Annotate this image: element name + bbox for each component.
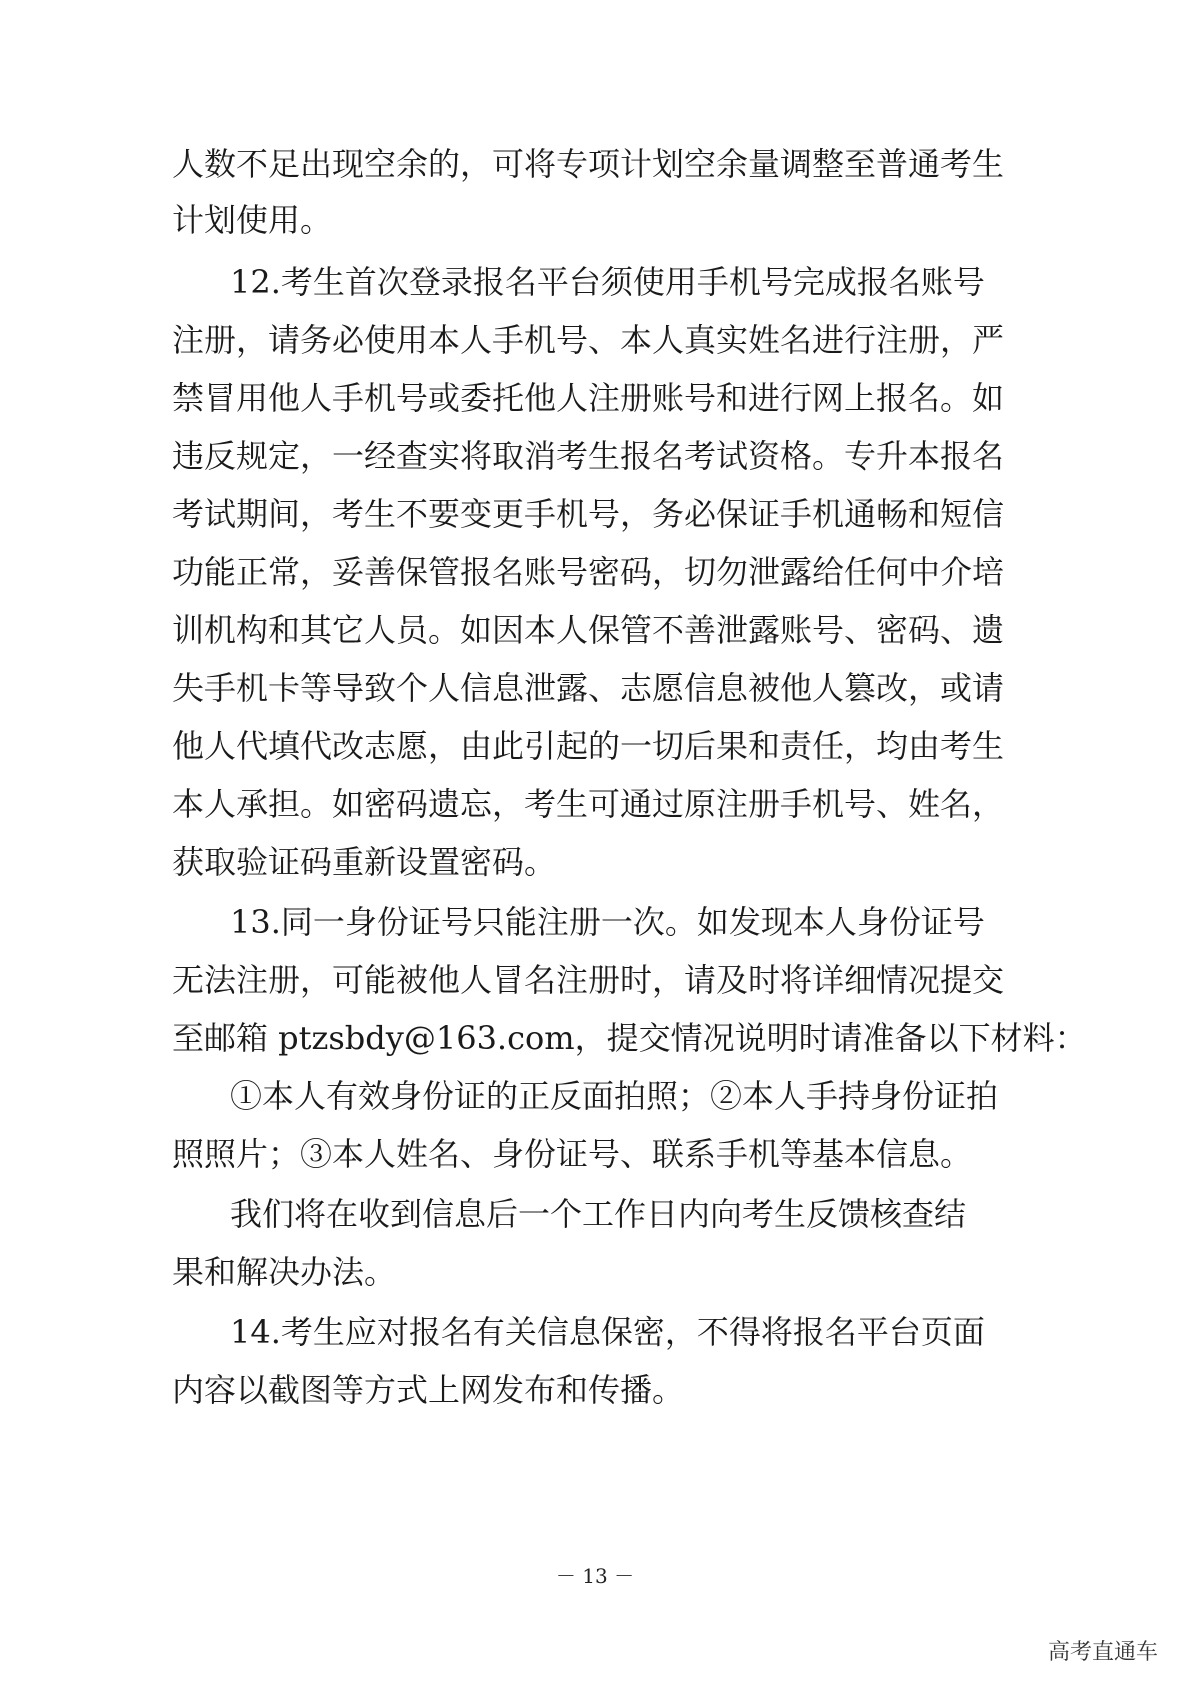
text-line: 违反规定，一经查实将取消考生报名考试资格。专升本报名: [172, 437, 1005, 475]
text-line: 果和解决办法。: [172, 1253, 397, 1291]
text-line: 计划使用。: [172, 201, 333, 239]
text-line: 内容以截图等方式上网发布和传播。: [172, 1371, 685, 1409]
materials-line: 照照片；③本人姓名、身份证号、联系手机等基本信息。: [172, 1135, 973, 1173]
text-line: 无法注册，可能被他人冒名注册时，请及时将详细情况提交: [172, 961, 1005, 999]
text-line: 禁冒用他人手机号或委托他人注册账号和进行网上报名。如: [172, 379, 1005, 417]
text-line: 他人代填代改志愿，由此引起的一切后果和责任，均由考生: [172, 727, 1005, 765]
text-line: 我们将在收到信息后一个工作日内向考生反馈核查结: [230, 1195, 967, 1233]
page-number: － 13 －: [555, 1564, 635, 1588]
text-line: 人数不足出现空余的，可将专项计划空余量调整至普通考生: [172, 145, 1005, 183]
materials-line: ①本人有效身份证的正反面拍照；②本人手持身份证拍: [230, 1077, 999, 1115]
text-line: 本人承担。如密码遗忘，考生可通过原注册手机号、姓名，: [172, 785, 1005, 823]
paragraph-14-start: 14.考生应对报名有关信息保密，不得将报名平台页面: [230, 1313, 985, 1351]
paragraph-12-start: 12.考生首次登录报名平台须使用手机号完成报名账号: [230, 263, 985, 301]
text-line: 训机构和其它人员。如因本人保管不善泄露账号、密码、遗: [172, 611, 1005, 649]
text-line: 注册，请务必使用本人手机号、本人真实姓名进行注册，严: [172, 321, 1005, 359]
email-line: 至邮箱 ptzsbdy@163.com，提交情况说明时请准备以下材料：: [172, 1019, 1087, 1057]
paragraph-13-start: 13.同一身份证号只能注册一次。如发现本人身份证号: [230, 903, 985, 941]
text-line: 失手机卡等导致个人信息泄露、志愿信息被他人篡改，或请: [172, 669, 1005, 707]
text-line: 获取验证码重新设置密码。: [172, 843, 557, 881]
text-line: 考试期间，考生不要变更手机号，务必保证手机通畅和短信: [172, 495, 1005, 533]
watermark-label: 高考直通车: [1044, 1638, 1162, 1668]
text-line: 功能正常，妥善保管报名账号密码，切勿泄露给任何中介培: [172, 553, 1005, 591]
